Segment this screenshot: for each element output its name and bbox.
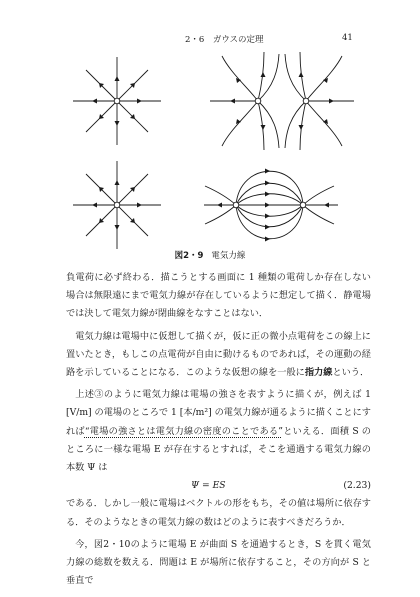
point-charge [114, 202, 120, 208]
section-title: 2・6 ガウスの定理 [185, 35, 264, 45]
paragraph-2-end: という． [332, 367, 370, 379]
paragraph-3-text-a: 上述③のように電気力線は電場の強さを表すように描くが，例えば 1 [V/m] の電場のところで 1 [本/m²] の電気力線が通るように描くことにすれば [66, 389, 371, 437]
electric-field-lines-figure [0, 0, 420, 260]
equation-number: (2.23) [343, 480, 371, 492]
equation-body: Ψ = ES [191, 480, 226, 492]
positive-charge [233, 202, 239, 208]
negative-charge [300, 202, 306, 208]
paragraph-1: 負電荷に必ず終わる．描こうとする画面に 1 種類の電荷しか存在しない場合は無限遠にまで電気力線が存在しているように想定して描く．静電場では決して電気力線が閉曲線をなすことはない． [66, 272, 371, 320]
paragraph-4: である．しかし一般に電場はベクトルの形をもち，その値は場所に依存する．そのようなときの電気力線の数はどのように表すべきだろうか． [66, 498, 371, 528]
paragraph-5: 今，図2・10のように電場 E が曲面 S を通過するとき，S を貫く電気力線の総数を数える．問題は E が場所に依存すること，その方向が S と垂直で [66, 538, 371, 587]
figure-caption-text: 電気力線 [211, 251, 246, 261]
single-charge-top-left [73, 57, 161, 145]
paragraph-2 [66, 328, 371, 383]
two-like-charges-top-right [210, 52, 354, 150]
point-charge [303, 98, 309, 104]
two-opposite-charges-bottom-right [204, 169, 338, 242]
page-number: 41 [342, 33, 353, 43]
figure-number: 図2・9 [174, 251, 204, 261]
paragraph-2-text: 電気力線は電場中に仮想して描くが，仮に正の微小点電荷をこの線上に置いたとき，もしこの点電荷が自由に動けるものであれば，その運動の経路を示していることになる．このような仮想の線を一般に [66, 330, 371, 379]
paragraph-3-text-b: といえる．面積 S のところに一様な電場 E が存在するとすれば，そこを通過する電気力線の本数 Ψ は [66, 425, 371, 474]
point-charge [114, 98, 120, 104]
single-charge-bottom-left [73, 161, 161, 249]
equation-2-23 [66, 477, 371, 495]
body-text [66, 269, 371, 590]
paragraph-3 [66, 386, 371, 477]
figure-caption [0, 249, 420, 261]
term-line-of-force: 指力線 [304, 367, 333, 379]
point-charge [255, 98, 261, 104]
quoted-definition: “電場の強さとは電気力線の密度のことである” [84, 425, 283, 437]
